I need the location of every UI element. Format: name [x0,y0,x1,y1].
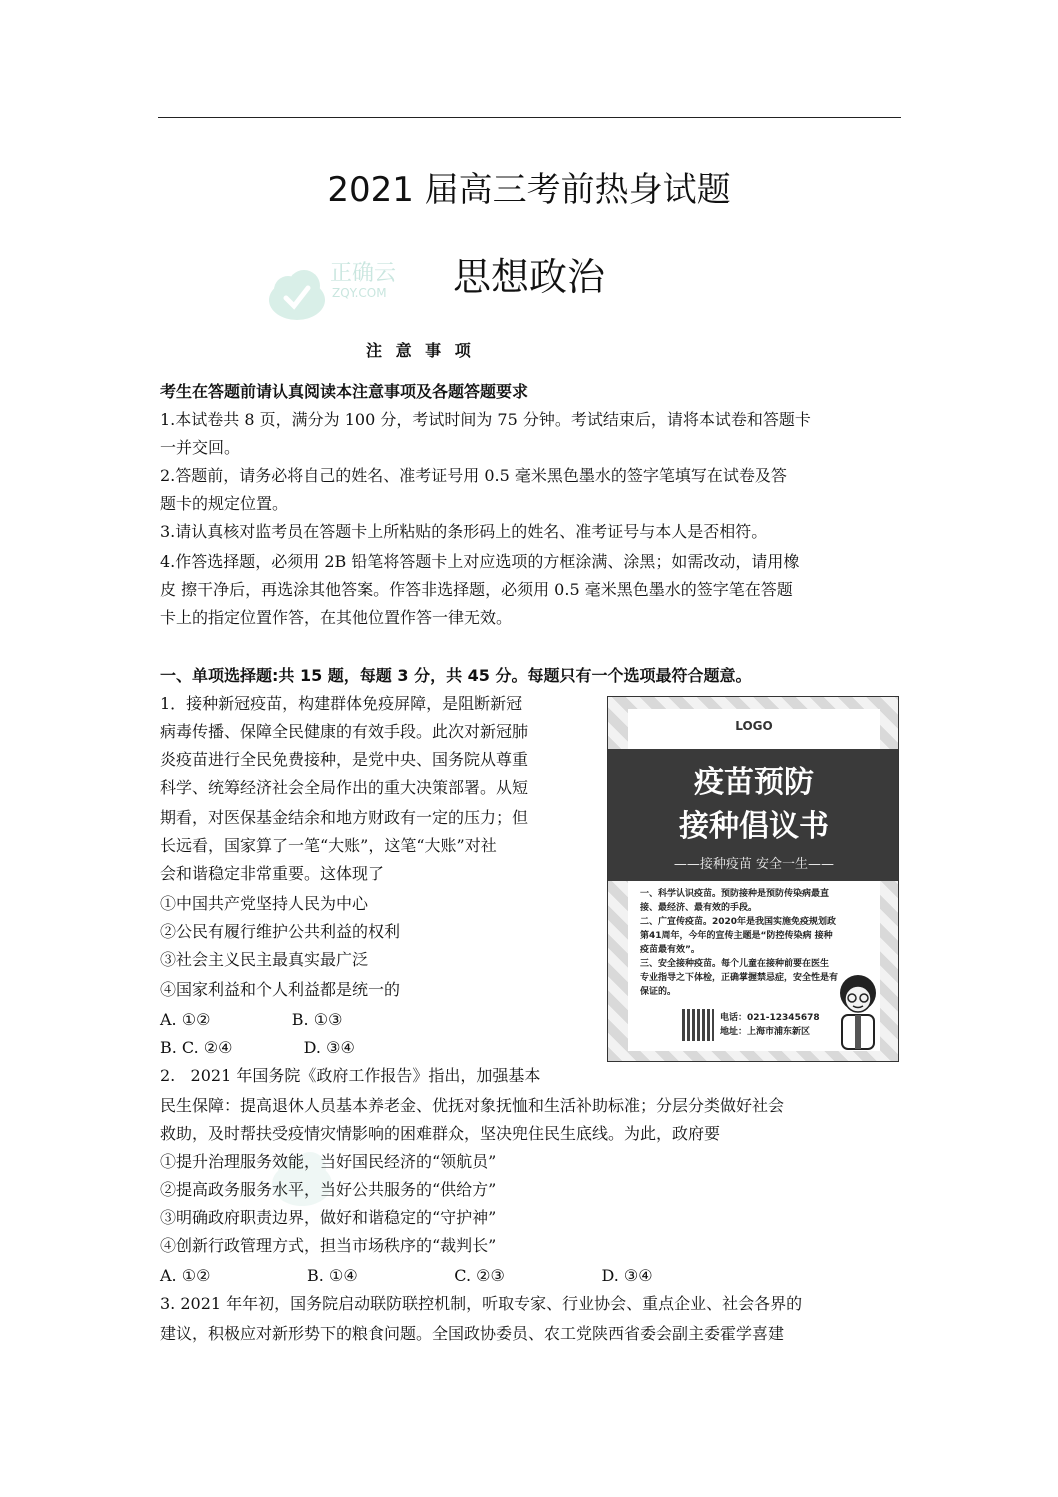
answer-choices: B. C. ②④ D. ③④ [160,1038,355,1057]
poster-title-band [608,749,899,881]
poster-phone: 电话：021-12345678 [720,1013,820,1023]
question-line: 病毒传播、保障全民健康的有效手段。此次对新冠肺 [160,722,529,741]
notice-line: 3.请认真核对监考员在答题卡上所粘贴的条形码上的姓名、准考证号与本人是否相符。 [160,522,768,541]
poster-rule-line: 三、安全接种疫苗。每个儿童在接种前要在医生 [640,959,830,969]
watermark-brand: 正确云 [330,261,397,286]
question-option: ④国家利益和个人利益都是统一的 [160,980,401,999]
question-option: ②公民有履行维护公共利益的权利 [160,922,401,941]
poster-contact [720,1011,820,1039]
poster-title-line1: 疫苗预防 [694,765,814,800]
question-option: ①提升治理服务效能，当好国民经济的“领航员” [160,1152,497,1171]
question-line: 2. 2021 年国务院《政府工作报告》指出，加强基本 [160,1066,541,1085]
poster-rule-line: 疫苗最有效”。 [640,945,700,955]
exam-title: 2021 届高三考前热身试题 [327,170,731,210]
vaccine-poster [607,696,899,1062]
watermark-logo-icon [266,262,328,324]
question-line: 会和谐稳定非常重要。这体现了 [160,864,385,883]
question-line: 3. 2021 年年初，国务院启动联防联控机制，听取专家、行业协会、重点企业、社会各界的 [160,1294,803,1313]
poster-rule-line: 专业指导之下体检，正确掌握禁忌症，安全性是有 [640,973,839,983]
question-option: ①中国共产党坚持人民为中心 [160,894,369,913]
question-option: ②提高政务服务水平，当好公共服务的“供给方” [160,1180,497,1199]
notice-intro: 考生在答题前请认真阅读本注意事项及各题答题要求 [160,382,529,401]
question-line: 科学、统筹经济社会全局作出的重大决策部署。从短 [160,778,529,797]
poster-rule-line: 保证的。 [640,987,677,997]
question-line: 民生保障：提高退休人员基本养老金、优抚对象抚恤和生活补助标准；分层分类做好社会 [160,1096,785,1115]
poster-inner [628,709,880,1051]
qr-code-icon [682,1009,714,1041]
watermark [266,248,426,328]
notice-line: 题卡的规定位置。 [160,494,289,513]
poster-rule-line: 第41周年，今年的宣传主题是“防控传染病 接种 [640,931,833,941]
notice-line: 一并交回。 [160,438,241,457]
notice-line: 卡上的指定位置作答，在其他位置作答一律无效。 [160,608,513,627]
question-option: ③社会主义民主最真实最广泛 [160,950,369,969]
poster-rule-line: 一、科学认识疫苗。预防接种是预防传染病最直 [640,889,830,899]
poster-rule-line: 二、广宣传疫苗。2020年是我国实施免疫规划政 [640,917,837,927]
notice-line: 皮 擦干净后，再选涂其他答案。作答非选择题，必须用 0.5 毫米黑色墨水的签字笔在答题 [160,580,793,599]
answer-choices: A. ①② B. ①④ C. ②③ D. ③④ [160,1266,653,1285]
question-line: 建议，积极应对新形势下的粮食问题。全国政协委员、农工党陕西省委会副主委霍学喜建 [160,1324,785,1343]
poster-rule-line: 接、最经济、最有效的手段。 [640,903,758,913]
answer-choices: A. ①② B. ①③ [160,1010,343,1029]
question-line: 炎疫苗进行全民免费接种，是党中央、国务院从尊重 [160,750,529,769]
question-line: 1．接种新冠疫苗，构建群体免疫屏障，是阻断新冠 [160,694,523,713]
subject-title: 思想政治 [452,255,605,299]
top-rule [158,117,901,118]
question-option: ④创新行政管理方式，担当市场秩序的“裁判长” [160,1236,497,1255]
section-heading: 一、单项选择题:共 15 题，每题 3 分，共 45 分。每题只有一个选项最符合题意。 [160,666,752,685]
notice-line: 4.作答选择题，必须用 2B 铅笔将答题卡上对应选项的方框涂满、涂黑；如需改动，请用橡 [160,552,800,571]
watermark-url: ZQY.COM [332,286,387,300]
question-option: ③明确政府职责边界，做好和谐稳定的“守护神” [160,1208,497,1227]
doctor-illustration-icon [828,971,888,1051]
poster-logo: LOGO [735,719,773,733]
notice-line: 1.本试卷共 8 页，满分为 100 分，考试时间为 75 分钟。考试结束后，请将本试卷和答题卡 [160,410,811,429]
notice-line: 2.答题前，请务必将自己的姓名、准考证号用 0.5 毫米黑色墨水的签字笔填写在试卷及答 [160,466,787,485]
question-line: 救助，及时帮扶受疫情灾情影响的困难群众，坚决兜住民生底线。为此，政府要 [160,1124,721,1143]
poster-slogan: ——接种疫苗 安全一生—— [673,857,835,872]
question-line: 长远看，国家算了一笔“大账”，这笔“大账”对社 [160,836,497,855]
poster-title-line2: 接种倡议书 [679,809,829,844]
poster-address: 地址：上海市浦东新区 [720,1027,811,1037]
question-line: 期看，对医保基金结余和地方财政有一定的压力；但 [160,808,529,827]
notice-heading: 注 意 事 项 [366,341,475,360]
